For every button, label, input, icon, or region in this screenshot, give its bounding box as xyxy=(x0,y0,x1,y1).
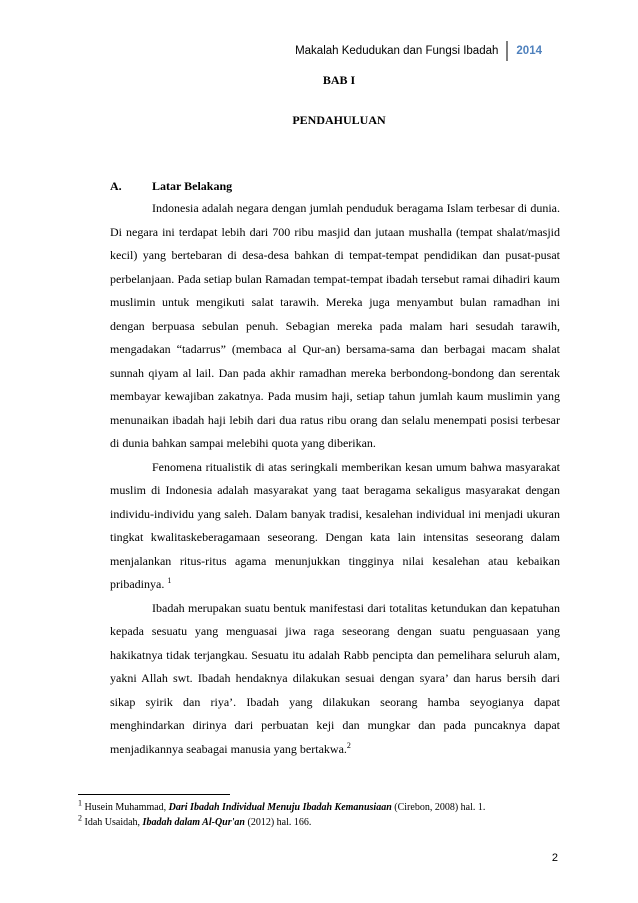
footnote-details: (2012) hal. 166. xyxy=(244,817,312,828)
page-header xyxy=(295,40,542,62)
footnote-ref: 2 xyxy=(346,740,351,750)
footnotes xyxy=(78,800,578,830)
chapter-title: PENDAHULUAN xyxy=(292,113,386,127)
footnote xyxy=(78,815,578,830)
body-text xyxy=(110,197,560,761)
footnote-title: Dari Ibadah Individual Menuju Ibadah Kemanusiaan xyxy=(168,802,392,813)
chapter-label: BAB I xyxy=(322,73,356,87)
header-year: 2014 xyxy=(516,45,542,57)
paragraph-text: Ibadah merupakan suatu bentuk manifestasi dari totalitas ketundukan dan kepatuhan kepada sesuatu yang menguasai jiwa raga seseorang dengan suatu penguasaan yang hakikatnya tidak terjangkau. Sesuatu itu adalah Rabb pencipta dan pemelihara seluruh alam, yakni Allah swt. Ibadah hendaknya dilakukan sesuai dengan syara’ dan harus bersih dari sikap syirik dan riya’. Ibadah yang dilakukan seorang hamba seyogianya dapat menghindarkan dirinya dari perbuatan keji dan mungkar dan pada puncaknya dapat menjadikannya seabagai manusia yang bertakwa. xyxy=(110,600,560,756)
footnote-details: (Cirebon, 2008) hal. 1. xyxy=(391,802,486,813)
page-number: 2 xyxy=(551,852,558,864)
header-title: Makalah Kedudukan dan Fungsi Ibadah xyxy=(295,41,508,61)
footnote-author: Husein Muhammad, xyxy=(84,802,169,813)
footnote-title: Ibadah dalam Al-Qur'an xyxy=(142,817,245,828)
footnote-number: 2 xyxy=(78,813,82,823)
footnote xyxy=(78,800,578,815)
footnote-number: 1 xyxy=(78,798,82,808)
paragraph xyxy=(110,597,560,762)
paragraph-text: Fenomena ritualistik di atas seringkali memberikan kesan umum bahwa masyarakat muslim di Indonesia adalah masyarakat yang taat beragama sekaligus masyarakat dengan individu-individu yang saleh. Dalam banyak tradisi, kesalehan individual ini menjadi ukuran tingkat kwalitaskeberagamaan seseorang. Dengan kata lain intensitas seseorang dalam menjalankan ritus-ritus agama menunjukkan tingginya nilai kesalehan atau kebaikan pribadinya. xyxy=(110,459,560,591)
section-number: A. xyxy=(110,179,122,193)
footnote-divider xyxy=(78,794,230,795)
footnote-ref: 1 xyxy=(167,576,172,585)
section-heading xyxy=(110,179,232,194)
footnote-author: Idah Usaidah, xyxy=(84,817,143,828)
paragraph xyxy=(110,456,560,597)
paragraph-text: Indonesia adalah negara dengan jumlah penduduk beragama Islam terbesar di dunia. Di negara ini terdapat lebih dari 700 ribu masjid dan jutaan mushalla (tempat shalat/masjid kecil) yang bertebaran di desa-desa bahkan di tempat-tempat pendidikan dan pusat-pusat perbelanjaan. Pada setiap bulan Ramadan tempat-tempat ibadah tersebut ramai dihadiri kaum muslimin untuk mengikuti salat tarawih. Mereka juga menyambut bulan ramadhan ini dengan berpuasa sebulan penuh. Sebagian mereka pada malam hari sesudah tarawih, mengadakan “tadarrus” (membaca al Qur-an) bersama-sama dan berbagai macam shalat sunnah qiyam al lail. Dan pada akhir ramadhan mereka berbondong-bondong dan serentak membayar kewajiban zakatnya. Pada musim haji, setiap tahun jumlah kaum muslimin yang menunaikan ibadah haji lebih dari dua ratus ribu orang dan selalu menempati posisi terbesar di dunia bahkan sampai melebihi quota yang diberikan. xyxy=(110,201,560,450)
section-title: Latar Belakang xyxy=(152,179,233,193)
paragraph xyxy=(110,197,560,456)
